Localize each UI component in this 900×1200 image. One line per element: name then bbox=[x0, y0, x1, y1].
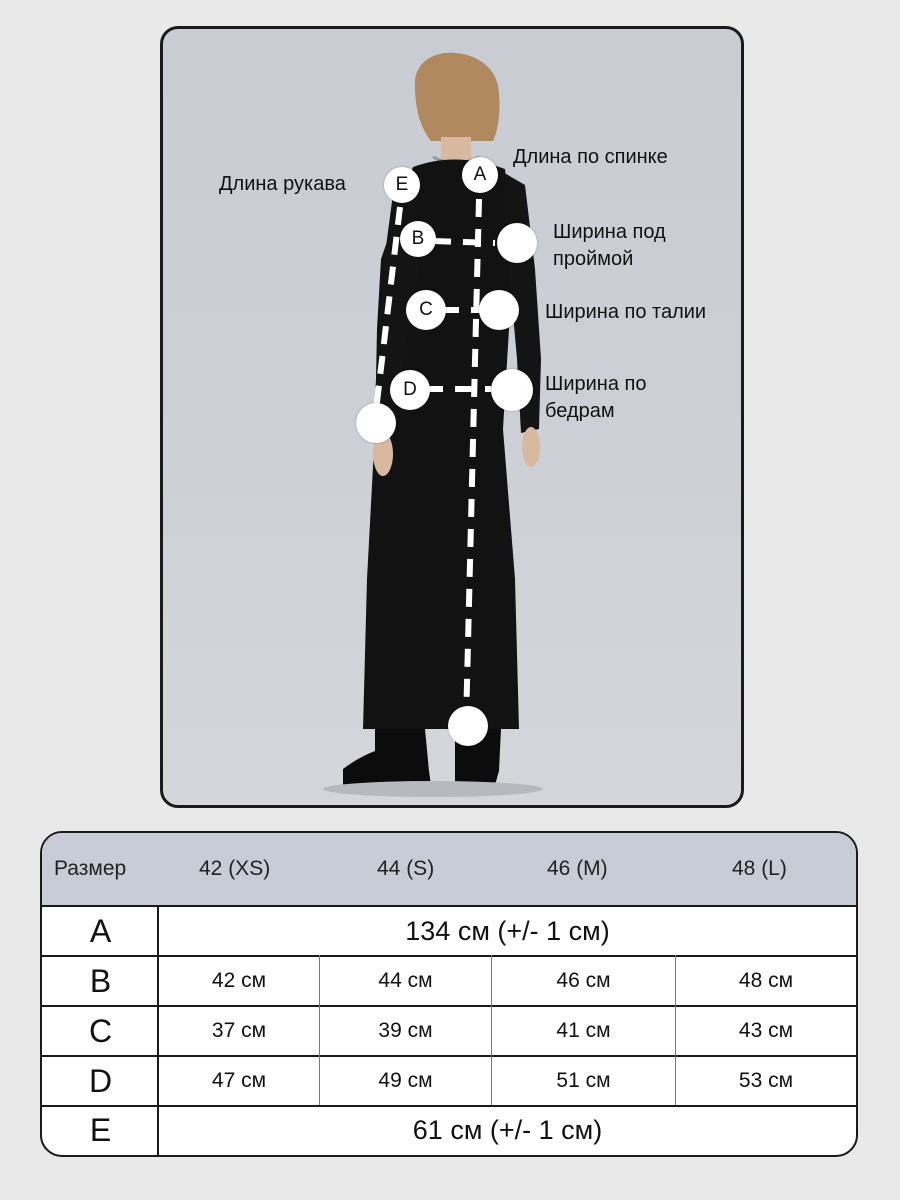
marker-c: C bbox=[406, 290, 446, 330]
row-letter-a: A bbox=[89, 912, 112, 949]
sleeve-length-label: Длина рукава bbox=[219, 173, 346, 195]
row-e-value: 61 см (+/- 1 см) bbox=[412, 1114, 603, 1145]
marker-e-end bbox=[356, 403, 396, 443]
armpit-width-label: Ширина под проймой bbox=[553, 221, 666, 270]
size-table bbox=[40, 831, 858, 1157]
row-d-s: 49 см bbox=[378, 1069, 433, 1092]
row-b-m: 46 см bbox=[556, 969, 611, 992]
size-table-header bbox=[42, 833, 856, 907]
row-c-xs: 37 см bbox=[211, 1019, 267, 1042]
row-c-m: 41 см bbox=[556, 1019, 611, 1042]
size-header-s: 44 (S) bbox=[377, 857, 435, 880]
marker-a-end bbox=[448, 706, 488, 746]
size-header-xs: 42 (XS) bbox=[199, 857, 271, 880]
marker-a: A bbox=[462, 157, 498, 193]
row-letter-b: B bbox=[89, 962, 112, 999]
row-d-m: 51 см bbox=[556, 1069, 611, 1092]
row-c-l: 43 см bbox=[738, 1019, 794, 1042]
row-d-l: 53 см bbox=[738, 1069, 794, 1092]
row-b-xs: 42 см bbox=[211, 969, 267, 992]
row-c-s: 39 см bbox=[378, 1019, 433, 1042]
hip-width-label: Ширина по бедрам bbox=[545, 373, 647, 422]
marker-b: B bbox=[400, 221, 436, 257]
row-d-xs: 47 см bbox=[211, 1069, 267, 1092]
marker-c-end bbox=[479, 290, 519, 330]
size-header-label: Размер bbox=[54, 857, 127, 880]
marker-e: E bbox=[384, 167, 420, 203]
row-letter-d: D bbox=[88, 1062, 113, 1099]
size-header-l: 48 (L) bbox=[732, 857, 787, 880]
waist-width-label: Ширина по талии bbox=[545, 301, 707, 323]
marker-d-end bbox=[491, 369, 533, 411]
back-length-label: Длина по спинке bbox=[513, 146, 668, 168]
size-header-m: 46 (M) bbox=[547, 857, 608, 880]
row-letter-c: C bbox=[88, 1012, 113, 1049]
marker-b-end bbox=[497, 223, 537, 263]
row-letter-e: E bbox=[89, 1111, 112, 1148]
row-b-s: 44 см bbox=[378, 969, 433, 992]
row-b-l: 48 см bbox=[738, 969, 794, 992]
marker-d: D bbox=[390, 370, 430, 410]
row-a-value: 134 см (+/- 1 см) bbox=[405, 915, 610, 946]
product-photo bbox=[160, 26, 744, 808]
